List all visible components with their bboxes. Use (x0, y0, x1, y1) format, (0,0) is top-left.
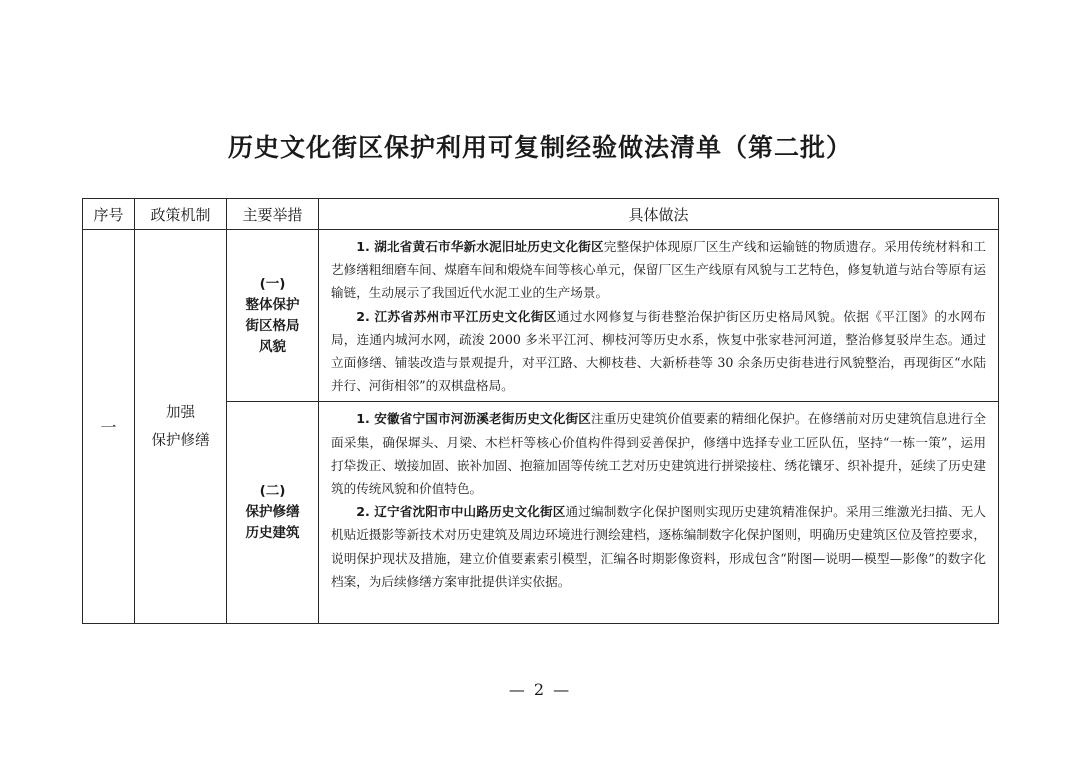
case-title: 1. 湖北省黄石市华新水泥旧址历史文化街区 (356, 239, 604, 254)
header-measures: 主要举措 (227, 199, 319, 230)
measure-label-line: 保护修缮 (245, 504, 300, 521)
detail-cell (319, 230, 999, 402)
measure-cell (227, 402, 319, 624)
measure-label-line: 风貌 (259, 338, 286, 355)
detail-paragraph (331, 305, 986, 398)
measure-cell (227, 230, 319, 402)
measure-number: (一) (259, 275, 286, 292)
table-row (83, 230, 999, 402)
measure-label-line: 街区格局 (245, 317, 300, 334)
measure-number: (二) (259, 483, 286, 500)
header-seq: 序号 (83, 199, 135, 230)
case-text: 完整保护体现原厂区生产线和运输链的物质遗存。采用传统材料和工艺修缮粗细磨车间、煤磨车间和煅烧车间等核心单元，保留厂区生产线原有风貌与工艺特色，修复轨道与站台等原有运输链，生动展示了我国近代水泥工业的生产场景。 (331, 239, 987, 301)
policy-line: 保护修缮 (151, 432, 210, 449)
case-text: 通过编制数字化保护图则实现历史建筑精准保护。采用三维激光扫描、无人机贴近摄影等新技术对历史建筑及周边环境进行测绘建档，逐栋编制数字化保护图则，明确历史建筑区位及管控要求，说明保护现状及措施，建立价值要素索引模型，汇编各时期影像资料，形成包含“附图—说明—模型—影像”的数字化档案，为后续修缮方案审批提供详实依据。 (331, 504, 986, 589)
experience-table (82, 198, 999, 624)
detail-paragraph (331, 235, 986, 305)
case-text: 注重历史建筑价值要素的精细化保护。在修缮前对历史建筑信息进行全面采集，确保墀头、月梁、木栏杆等核心价值构件得到妥善保护，修缮中选择专业工匠队伍，坚持“一栋一策”，运用打牮拨正、墩接加固、嵌补加固、抱箍加固等传统工艺对历史建筑进行拼梁接柱、绣花镶牙、织补提升，延续了历史建筑的传统风貌和价值特色。 (331, 411, 987, 497)
table-header-row (83, 199, 999, 230)
header-policy: 政策机制 (135, 199, 227, 230)
measure-label-line: 整体保护 (245, 296, 300, 313)
case-title: 2. 辽宁省沈阳市中山路历史文化街区 (356, 504, 566, 520)
detail-cell (319, 402, 999, 624)
document-title: 历史文化街区保护利用可复制经验做法清单（第二批） (227, 133, 852, 162)
case-title: 1. 安徽省宁国市河沥溪老街历史文化街区 (356, 411, 591, 427)
policy-cell (135, 230, 227, 624)
case-text: 通过水网修复与街巷整治保护街区历史格局风貌。依据《平江图》的水网布局，连通内城河水网，疏浚 2000 多米平江河、柳枝河等历史水系，恢复中张家巷河河道，整治修复驳岸生态。通过立面修缮、铺装改造与景观提升，对平江路、大柳枝巷、大新桥巷等 30 余条历史街巷进行风貌整治，再现街区“水陆并行、河街相邻”的双棋盘格局。 (331, 308, 987, 394)
policy-line: 加强 (166, 404, 195, 421)
header-details: 具体做法 (319, 199, 999, 230)
measure-label-line: 历史建筑 (245, 525, 300, 542)
detail-paragraph (331, 500, 986, 593)
page-number: — 2 — (508, 680, 572, 699)
detail-paragraph (331, 407, 986, 500)
case-title: 2. 江苏省苏州市平江历史文化街区 (356, 308, 557, 324)
seq-cell: 一 (83, 230, 135, 624)
